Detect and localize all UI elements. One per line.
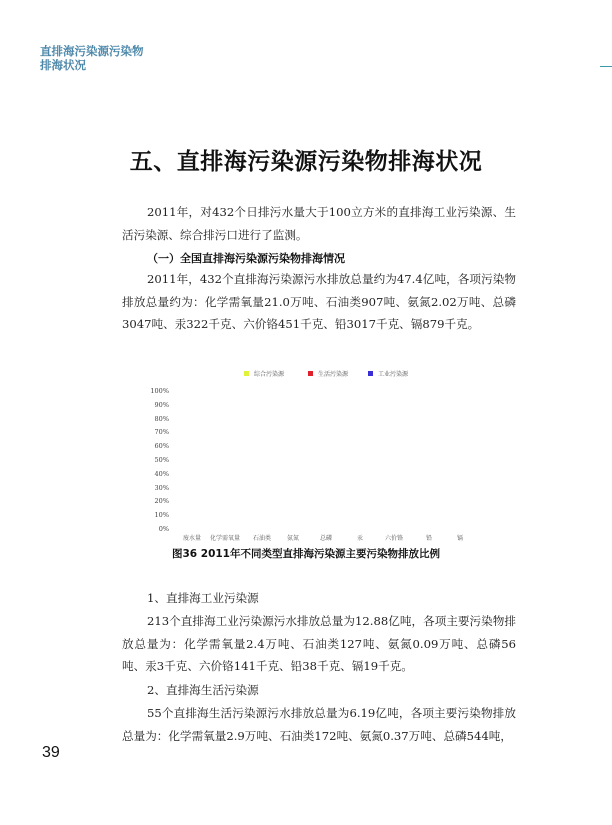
national-paragraph: 2011年，432个直排海污染源污水排放总量约为47.4亿吨，各项污染物排放总量约为：化学需氧量21.0万吨、石油类907吨、氨氮2.02万吨、总磷3047吨、汞322千克、六价铬451千克、铅3017千克、镉879千克。 xyxy=(122,272,516,331)
page-number: 39 xyxy=(42,744,60,761)
x-tick-label: 铅 xyxy=(425,535,433,542)
legend-swatch-domestic xyxy=(308,371,313,376)
y-tick-label: 100% xyxy=(150,387,169,395)
figure-caption: 图36 2011年不同类型直排海污染源主要污染物排放比例 xyxy=(172,548,440,560)
y-tick-label: 40% xyxy=(154,469,169,478)
intro-paragraph: 2011年，对432个日排污水量大于100立方米的直排海工业污染源、生活污染源、综合排污口进行了监测。 xyxy=(122,205,516,242)
legend-item-industrial xyxy=(368,369,408,378)
x-tick-label: 总磷 xyxy=(319,535,333,542)
x-tick-label: 氨氮 xyxy=(286,535,300,542)
y-tick-label: 90% xyxy=(154,400,169,409)
y-tick-label: 0% xyxy=(158,525,169,533)
running-head-line1: 直排海污染源污染物 xyxy=(40,44,144,58)
x-tick-label: 汞 xyxy=(356,535,364,542)
legend-label: 工业污染源 xyxy=(378,371,409,378)
y-tick-label: 70% xyxy=(154,428,169,437)
domestic-paragraph: 55个直排海生活污染源污水排放总量为6.19亿吨，各项主要污染物排放总量为：化学需氧量2.9万吨、石油类172吨、氨氮0.37万吨、总磷544吨， xyxy=(122,706,516,743)
section-title: 五、直排海污染源污染物排海状况 xyxy=(129,148,483,175)
y-tick-label: 30% xyxy=(154,483,169,492)
y-tick-label: 10% xyxy=(154,511,169,520)
running-head-line2: 排海状况 xyxy=(40,58,86,72)
subsection-heading-industrial: 1、直排海工业污染源 xyxy=(147,591,259,605)
subsection-heading-domestic: 2、直排海生活污染源 xyxy=(147,683,259,697)
chart-legend xyxy=(0,369,612,381)
running-head xyxy=(40,44,144,72)
x-tick-label: 化学需氧量 xyxy=(209,535,241,542)
legend-label: 生活污染源 xyxy=(318,371,349,378)
y-tick-label: 50% xyxy=(154,456,169,464)
x-tick-label: 六价铬 xyxy=(384,535,404,542)
industrial-paragraph: 213个直排海工业污染源污水排放总量为12.88亿吨，各项主要污染物排放总量为：化学需氧量2.4万吨、石油类127吨、氨氮0.09万吨、总磷56吨、汞3千克、六价铬141千克、铅38千克、镉19千克。 xyxy=(122,614,516,673)
x-tick-label: 废水量 xyxy=(182,535,202,542)
y-tick-label: 20% xyxy=(154,497,169,506)
legend-item-domestic xyxy=(308,369,348,378)
edge-tab-mark xyxy=(600,66,612,67)
legend-item-comprehensive xyxy=(244,369,284,378)
legend-label: 综合污染源 xyxy=(254,371,285,378)
x-tick-label: 石油类 xyxy=(252,535,272,542)
y-tick-label: 60% xyxy=(154,442,169,451)
y-tick-label: 80% xyxy=(154,414,169,423)
x-tick-label: 镉 xyxy=(456,535,464,542)
legend-swatch-industrial xyxy=(368,371,373,376)
subsection-heading-national: （一）全国直排海污染源污染物排海情况 xyxy=(147,252,345,265)
legend-swatch-comprehensive xyxy=(244,371,249,376)
